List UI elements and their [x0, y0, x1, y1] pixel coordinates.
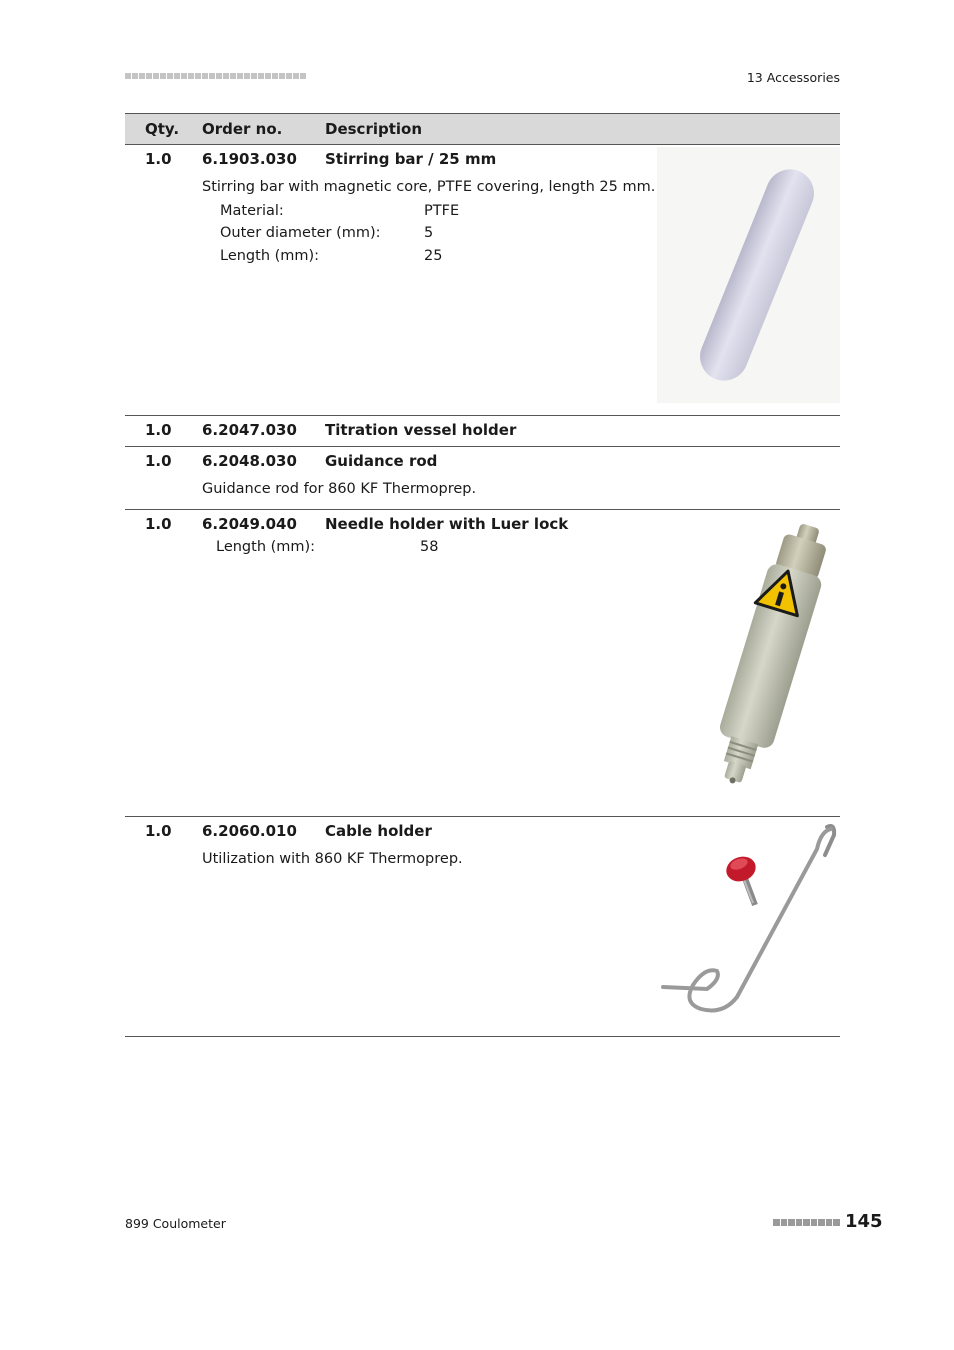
chapter-title: 13 Accessories — [746, 70, 840, 85]
row-description: Stirring bar with magnetic core, PTFE covering, length 25 mm. — [202, 179, 656, 195]
row-qty: 1.0 — [145, 515, 172, 533]
table-row — [125, 145, 840, 416]
table-row — [125, 447, 840, 510]
column-header-qty: Qty. — [145, 120, 180, 138]
row-order-no: 6.2048.030 — [202, 452, 297, 470]
row-title: Stirring bar / 25 mm — [325, 150, 497, 168]
row-qty: 1.0 — [145, 421, 172, 439]
prop-label: Outer diameter (mm): — [220, 225, 381, 241]
row-title: Needle holder with Luer lock — [325, 515, 569, 533]
cable-holder-image — [657, 819, 840, 1019]
row-order-no: 6.1903.030 — [202, 150, 297, 168]
table-row — [125, 416, 840, 447]
column-header-description: Description — [325, 120, 423, 138]
table-row — [125, 510, 840, 817]
row-order-no: 6.2047.030 — [202, 421, 297, 439]
product-name: 899 Coulometer — [125, 1216, 226, 1231]
prop-label: Length (mm): — [216, 539, 316, 555]
row-description: Utilization with 860 KF Thermoprep. — [202, 851, 463, 867]
prop-value: 58 — [420, 539, 439, 555]
page-number: 145 — [845, 1211, 883, 1232]
row-order-no: 6.2049.040 — [202, 515, 297, 533]
row-title: Titration vessel holder — [325, 421, 517, 439]
needle-holder-image — [657, 518, 840, 798]
row-title: Cable holder — [325, 822, 432, 840]
prop-value: 5 — [424, 225, 434, 241]
prop-value: PTFE — [424, 203, 460, 219]
row-title: Guidance rod — [325, 452, 438, 470]
prop-label: Length (mm): — [220, 248, 320, 264]
prop-value: 25 — [424, 248, 443, 264]
table-row — [125, 817, 840, 1037]
prop-label: Material: — [220, 203, 284, 219]
row-order-no: 6.2060.010 — [202, 822, 297, 840]
column-header-order: Order no. — [202, 120, 283, 138]
table-header — [125, 113, 840, 145]
stirring-bar-image — [657, 147, 840, 403]
footer-decoration — [773, 1219, 840, 1226]
row-qty: 1.0 — [145, 150, 172, 168]
row-description: Guidance rod for 860 KF Thermoprep. — [202, 481, 477, 497]
row-qty: 1.0 — [145, 452, 172, 470]
accessories-table — [125, 113, 840, 1037]
header-decoration — [125, 73, 306, 79]
row-qty: 1.0 — [145, 822, 172, 840]
